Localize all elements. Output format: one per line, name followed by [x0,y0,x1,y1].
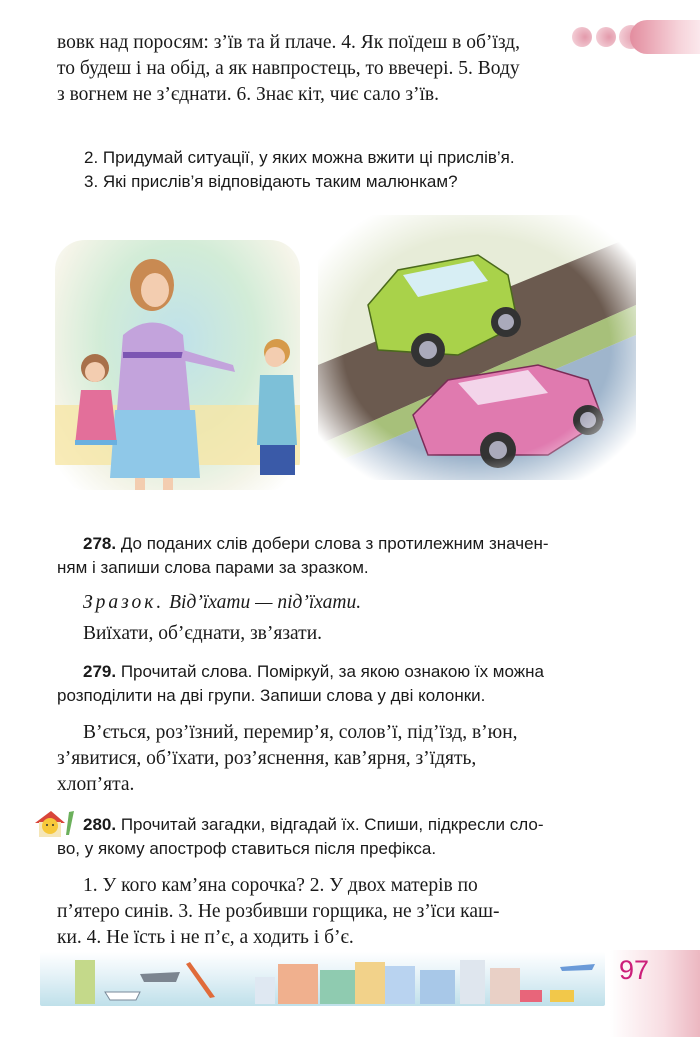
text-line: то будеш і на обід, а як навпростець, то ввечері. 5. Воду [57,58,520,79]
question-item: 3. Які прислів’я відповідають таким малюнкам? [84,172,458,191]
question-item: 2. Придумай ситуації, у яких можна вжити ці прислів’я. [84,148,515,167]
proverbs-paragraph [57,30,645,108]
questions-list [84,146,515,194]
text-line: з вогнем не з’єднати. 6. Знає кіт, чиє сало з’їв. [57,84,440,105]
exercise-words: Виїхати, об’єднати, зв’язати. [83,623,323,644]
exercise-number: 280. [83,815,117,834]
illustration-mother-children [55,240,300,490]
text-line: п’ятеро синів. 3. Не розбивши горщика, не з’їси каш- [57,901,500,922]
exercise-279 [57,660,645,798]
text-line: з’явитися, об’їхати, роз’яснення, кав’ярня, з’їдять, [57,748,477,769]
exercise-279-instruction [57,660,645,684]
instruction-text: До поданих слів добери слова з протилежним значен- [120,534,549,553]
illustration-cars-road [318,215,636,480]
instruction-text: ням і запиши слова парами за зразком. [57,558,369,577]
exercise-280 [57,813,645,951]
riddles [57,873,645,951]
example-label: Зразок. [83,592,165,613]
text-line: вовк над поросям: з’їв та й плаче. 4. Як поїдеш в об’їзд, [57,32,520,53]
text-line: 1. У кого кам’яна сорочка? 2. У двох матерів по [83,875,478,896]
exercise-words [57,720,645,798]
mother-scolding-illustration [55,240,300,490]
exercise-280-instruction [57,813,645,837]
exercise-number: 279. [83,662,117,681]
example-text: Від’їхати — під’їхати. [169,592,362,613]
page-number: 97 [619,955,650,985]
exercise-number: 278. [83,534,117,553]
car-splash-illustration [318,215,636,480]
text-line: хлоп’ята. [57,774,135,795]
exercise-278-instruction [57,532,645,556]
example-line [57,590,645,616]
text-line: ки. 4. Не їсть і не п’є, а ходить і б’є. [57,927,354,948]
city-illustration [40,952,605,1006]
instruction-text: во, у якому апостроф ставиться після префікса. [57,839,437,858]
instruction-text: Прочитай слова. Поміркуй, за якою ознакою їх можна [120,662,544,681]
instruction-text: розподілити на дві групи. Запиши слова у дві колонки. [57,686,486,705]
text-line: В’ється, роз’їзний, перемир’я, солов’ї, під’їзд, в’юн, [83,722,518,743]
instruction-text: Прочитай загадки, відгадай їх. Спиши, підкресли сло- [120,815,544,834]
exercise-278 [57,532,645,647]
city-panorama-strip [40,952,605,1006]
